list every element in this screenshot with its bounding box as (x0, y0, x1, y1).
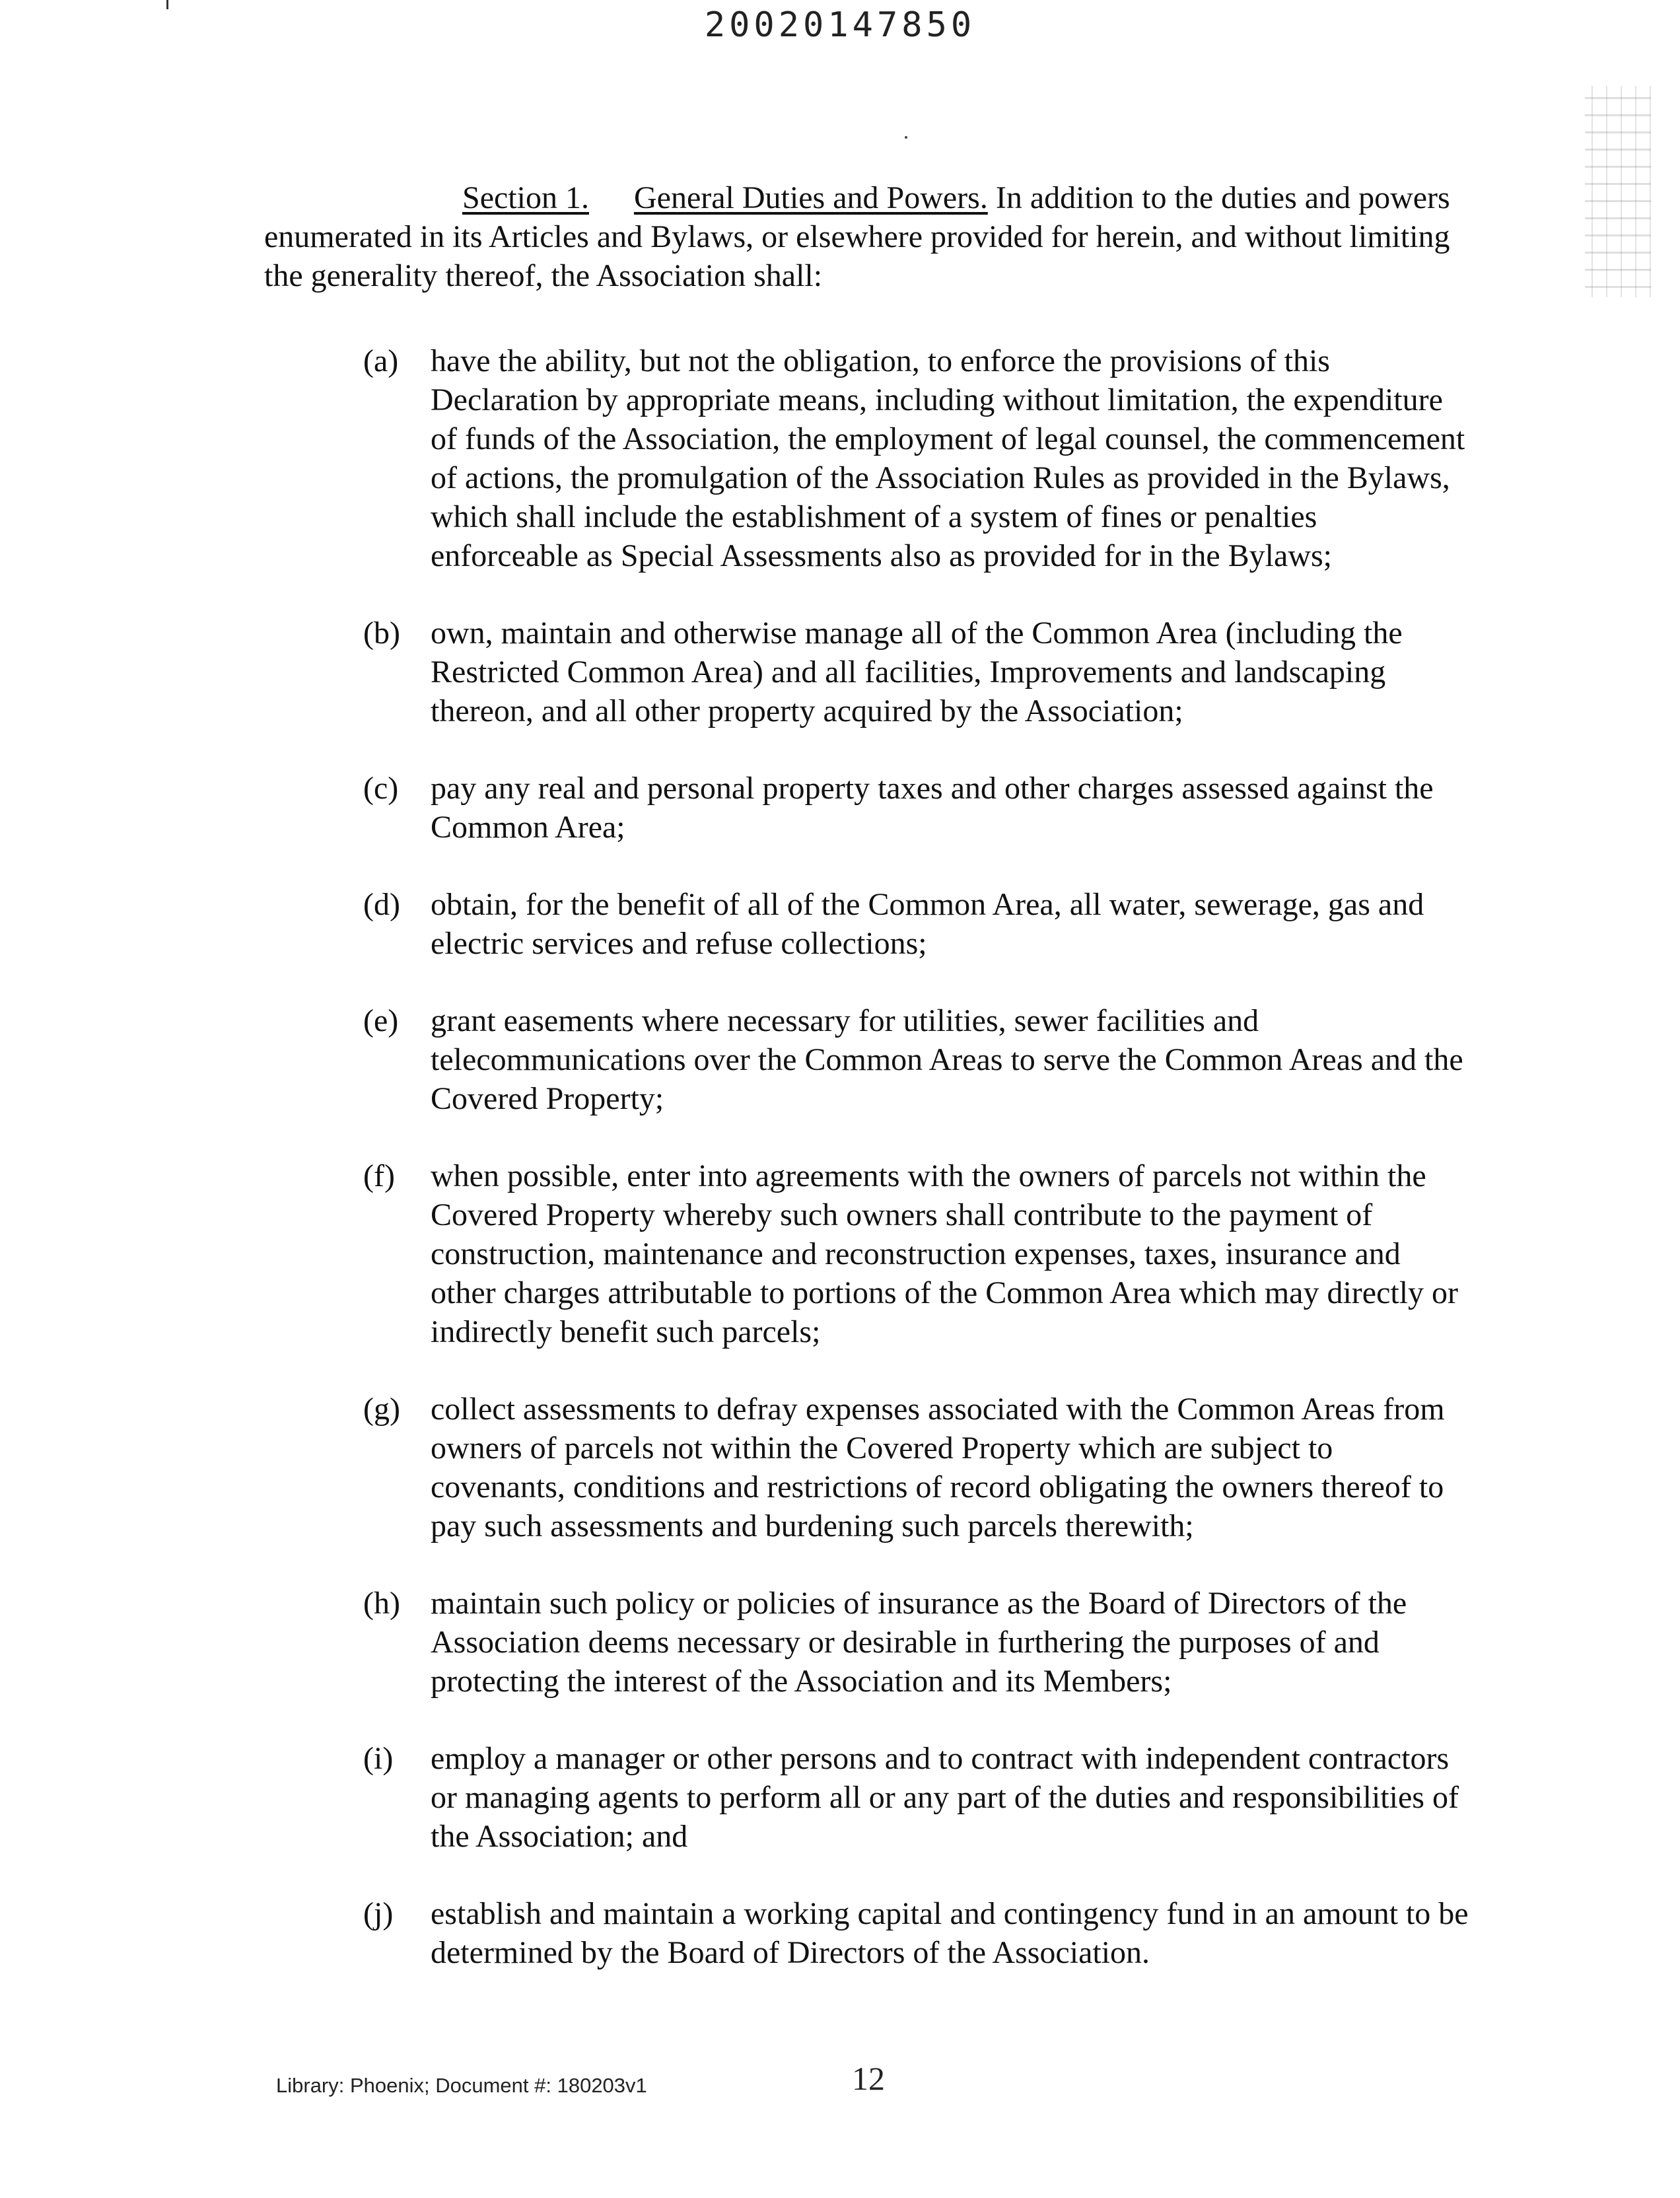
list-item-label: (a) (363, 343, 399, 378)
list-item-text: employ a manager or other persons and to contract with independent contractors or managing agents to perform all or any part of the duties and responsibilities of the Association; and (431, 1741, 1459, 1854)
list-item-label: (e) (363, 1003, 399, 1038)
list-item-label: (g) (363, 1392, 400, 1427)
list-item-c (264, 769, 1473, 847)
list-item-h (264, 1584, 1473, 1701)
list-item-label: (h) (363, 1586, 400, 1621)
list-item-text: grant easements where necessary for utilities, sewer facilities and telecommunications over the Common Areas to serve the Common Areas and the Covered Property; (431, 1003, 1463, 1116)
list-item-b (264, 614, 1473, 730)
list-item-label: (f) (363, 1158, 395, 1193)
section-title: General Duties and Powers. (633, 180, 988, 215)
list-item-text: collect assessments to defray expenses associated with the Common Areas from owners of parcels not within the Covered Property which are subject to covenants, conditions and restrictions of record obligating the owners thereof to pay such assessments and burdening such parcels therewith; (431, 1392, 1445, 1543)
list-item-f (264, 1156, 1473, 1351)
list-item-text: obtain, for the benefit of all of the Common Area, all water, sewerage, gas and electric services and refuse collections; (431, 887, 1424, 961)
scan-speck (905, 136, 907, 139)
recording-stamp (1585, 86, 1651, 297)
list-item-e (264, 1001, 1473, 1118)
list-item-label: (i) (363, 1741, 394, 1776)
section-intro-text: In addition to the duties and powers enumerated in its Articles and Bylaws, or elsewhere provided for herein, and without limiting the generality thereof, the Association shall: (264, 180, 1450, 293)
list-item-j (264, 1894, 1473, 1972)
list-item-d (264, 885, 1473, 963)
page-number: 12 (852, 2060, 885, 2097)
section-intro-paragraph (264, 178, 1473, 295)
list-item-text: establish and maintain a working capital and contingency fund in an amount to be determined by the Board of Directors of the Association. (431, 1896, 1469, 1970)
list-item-a (264, 341, 1473, 575)
list-item-text: have the ability, but not the obligation, to enforce the provisions of this Declaration by appropriate means, including without limitation, the expenditure of funds of the Association, the employment of legal counsel, the commencement of actions, the promulgation of the Association Rules as provided in the Bylaws, which shall include the establishment of a system of fines or penalties enforceable as Special Assessments also as provided for in the Bylaws; (431, 343, 1465, 573)
list-item-label: (c) (363, 771, 399, 806)
list-item-text: when possible, enter into agreements with the owners of parcels not within the Covered Property whereby such owners shall contribute to the payment of construction, maintenance and reconstruction expenses, taxes, insurance and other charges attributable to portions of the Common Area which may directly or indirectly benefit such parcels; (431, 1158, 1459, 1349)
list-item-i (264, 1739, 1473, 1856)
list-item-text: pay any real and personal property taxes and other charges assessed against the Common Area; (431, 771, 1434, 845)
footer-library-reference: Library: Phoenix; Document #: 180203v1 (276, 2074, 647, 2097)
document-body (264, 178, 1473, 2010)
list-item-g (264, 1390, 1473, 1545)
document-number: 20020147850 (704, 5, 976, 45)
list-item-label: (d) (363, 887, 400, 922)
list-item-label: (j) (363, 1896, 394, 1931)
list-item-text: maintain such policy or policies of insurance as the Board of Directors of the Association deems necessary or desirable in furthering the purposes of and protecting the interest of the Association and its Members; (431, 1586, 1407, 1699)
section-number: Section 1. (462, 180, 589, 215)
list-item-text: own, maintain and otherwise manage all of the Common Area (including the Restricted Common Area) and all facilities, Improvements and landscaping thereon, and all other property acquired by the Association; (431, 616, 1403, 728)
list-item-label: (b) (363, 616, 400, 651)
